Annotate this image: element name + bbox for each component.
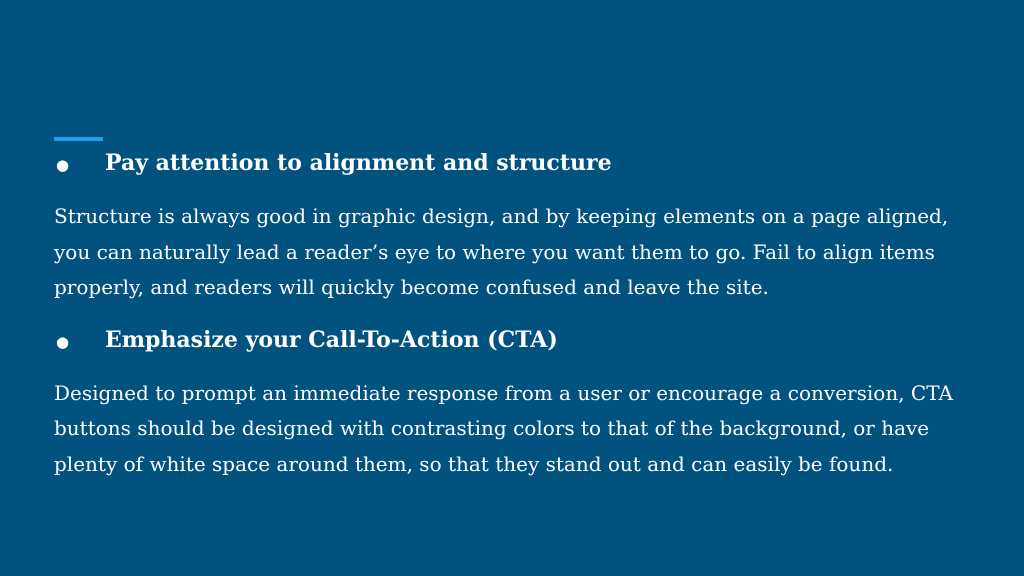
bullet-heading-text: Pay attention to alignment and structure: [105, 150, 612, 176]
bullet-heading-text: Emphasize your Call-To-Action (CTA): [105, 326, 558, 353]
bullet-heading-cta: [54, 323, 984, 359]
slide-content: [54, 146, 984, 482]
paragraph-alignment: Structure is always good in graphic design, and by keeping elements on a page aligned, you can naturally lead a reader’s eye to where you want them to go. Fail to align items properly, and readers will quickly become confused and leave the site.: [54, 204, 949, 299]
bullet-icon: ●: [56, 156, 70, 174]
paragraph-cta: Designed to prompt an immediate response from a user or encourage a conversion, CTA buttons should be designed with contrasting colors to that of the background, or have plenty of white space around them, so that they stand out and can easily be found.: [54, 380, 953, 476]
bullet-icon: ●: [56, 332, 70, 351]
bullet-heading-alignment: [54, 146, 984, 182]
accent-line: [54, 137, 103, 141]
